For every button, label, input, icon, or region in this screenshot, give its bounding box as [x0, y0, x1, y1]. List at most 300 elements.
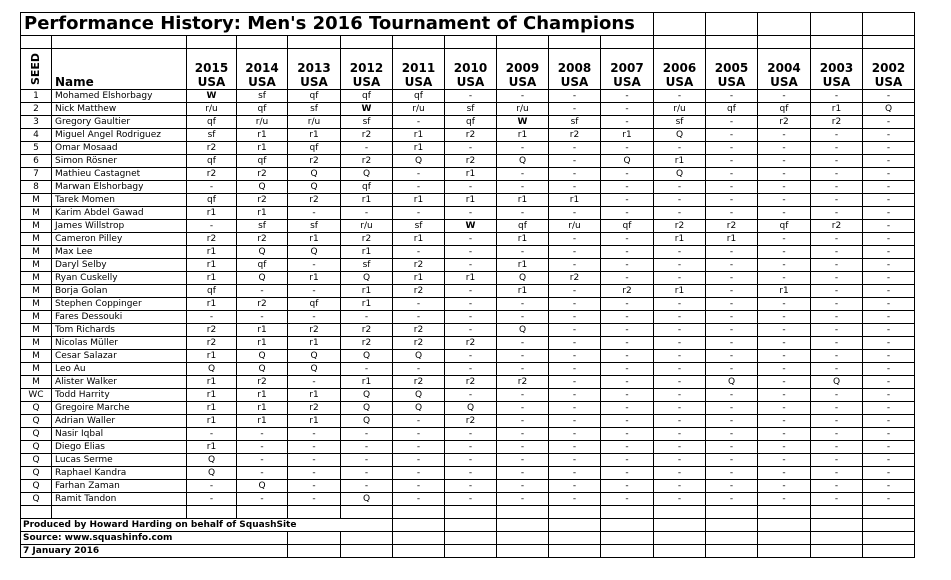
player-name: Marwan Elshorbagy — [52, 181, 187, 194]
result-cell: - — [445, 259, 497, 272]
result-cell: - — [393, 311, 445, 324]
result-cell: r1 — [237, 337, 288, 350]
year-label: 2015 — [194, 61, 229, 75]
result-cell: - — [445, 207, 497, 220]
player-name: Stephen Coppinger — [52, 298, 187, 311]
result-cell: sf — [341, 116, 393, 129]
seed-cell: 4 — [21, 129, 52, 142]
result-cell: - — [706, 259, 758, 272]
result-cell: - — [706, 168, 758, 181]
result-cell: - — [706, 480, 758, 493]
seed-header — [21, 49, 52, 90]
empty-cell — [601, 506, 654, 519]
result-cell: sf — [237, 90, 288, 103]
result-cell: - — [549, 90, 601, 103]
result-cell: Q — [341, 272, 393, 285]
empty-cell — [393, 36, 445, 49]
result-cell: r1 — [187, 246, 237, 259]
result-cell: r1 — [237, 415, 288, 428]
result-cell: - — [445, 142, 497, 155]
player-name: Ryan Cuskelly — [52, 272, 187, 285]
result-cell: r2 — [237, 233, 288, 246]
result-cell: - — [288, 376, 341, 389]
result-cell: Q — [341, 168, 393, 181]
result-cell: r2 — [393, 324, 445, 337]
result-cell: - — [549, 454, 601, 467]
result-cell: Q — [497, 324, 549, 337]
result-cell: - — [863, 467, 915, 480]
result-cell: r1 — [187, 259, 237, 272]
result-cell: r/u — [341, 220, 393, 233]
result-cell: - — [601, 298, 654, 311]
result-cell: r2 — [288, 155, 341, 168]
produced-by-note: Produced by Howard Harding on behalf of SquashSite — [21, 519, 393, 532]
result-cell: - — [601, 376, 654, 389]
year-label: 2005 — [714, 61, 749, 75]
result-cell: - — [758, 272, 811, 285]
empty-cell — [601, 519, 654, 532]
spacer-row — [21, 36, 915, 49]
player-name: Miguel Angel Rodriguez — [52, 129, 187, 142]
result-cell: - — [601, 311, 654, 324]
table-row — [21, 246, 915, 259]
result-cell: - — [758, 90, 811, 103]
empty-cell — [654, 519, 706, 532]
year-label: 2014 — [245, 61, 279, 75]
result-cell: - — [758, 376, 811, 389]
empty-cell — [549, 532, 601, 545]
result-cell: - — [758, 324, 811, 337]
empty-cell — [52, 36, 187, 49]
country-label: USA — [717, 75, 746, 89]
result-cell: - — [288, 207, 341, 220]
result-cell: - — [863, 181, 915, 194]
result-cell: - — [654, 402, 706, 415]
result-cell: - — [811, 480, 863, 493]
result-cell: - — [654, 363, 706, 376]
result-cell: - — [237, 285, 288, 298]
empty-cell — [187, 506, 237, 519]
result-cell: - — [445, 350, 497, 363]
result-cell: - — [706, 428, 758, 441]
year-label: 2012 — [349, 61, 384, 75]
result-cell: - — [863, 298, 915, 311]
result-cell: r1 — [811, 103, 863, 116]
result-cell: qf — [237, 103, 288, 116]
result-cell: - — [758, 467, 811, 480]
result-cell: - — [654, 259, 706, 272]
result-cell: - — [341, 142, 393, 155]
result-cell: - — [393, 181, 445, 194]
result-cell: - — [445, 324, 497, 337]
result-cell: - — [549, 285, 601, 298]
country-label: USA — [456, 75, 485, 89]
result-cell: r1 — [497, 259, 549, 272]
result-cell: r2 — [341, 155, 393, 168]
result-cell: - — [237, 467, 288, 480]
result-cell: - — [601, 116, 654, 129]
result-cell: - — [811, 402, 863, 415]
result-cell: - — [497, 363, 549, 376]
result-cell: r1 — [237, 207, 288, 220]
result-cell: - — [549, 363, 601, 376]
result-cell: qf — [393, 90, 445, 103]
result-cell: - — [811, 194, 863, 207]
result-cell: Q — [341, 415, 393, 428]
empty-cell — [811, 13, 863, 36]
result-cell: - — [601, 337, 654, 350]
result-cell: - — [601, 389, 654, 402]
result-cell: qf — [288, 298, 341, 311]
result-cell: - — [706, 389, 758, 402]
result-cell: r1 — [237, 324, 288, 337]
result-cell: - — [654, 389, 706, 402]
result-cell: - — [445, 363, 497, 376]
result-cell: - — [863, 168, 915, 181]
result-cell: - — [549, 246, 601, 259]
result-cell: r2 — [706, 220, 758, 233]
result-cell: - — [863, 363, 915, 376]
result-cell: - — [393, 298, 445, 311]
table-row — [21, 90, 915, 103]
result-cell: r/u — [549, 220, 601, 233]
seed-header-label: SEED — [29, 52, 42, 86]
table-row — [21, 493, 915, 506]
player-name: Fares Dessouki — [52, 311, 187, 324]
result-cell: r2 — [187, 142, 237, 155]
player-name: Gregoire Marche — [52, 402, 187, 415]
player-name: Nicolas Müller — [52, 337, 187, 350]
result-cell: r2 — [187, 337, 237, 350]
result-cell: Q — [237, 480, 288, 493]
result-cell: r1 — [187, 402, 237, 415]
result-cell: r2 — [288, 402, 341, 415]
result-cell: r/u — [187, 103, 237, 116]
result-cell: - — [758, 298, 811, 311]
empty-cell — [445, 545, 497, 558]
result-cell: - — [811, 454, 863, 467]
table-row — [21, 467, 915, 480]
empty-cell — [863, 532, 915, 545]
table-row — [21, 116, 915, 129]
result-cell: - — [497, 246, 549, 259]
result-cell: - — [341, 480, 393, 493]
result-cell: r1 — [187, 389, 237, 402]
empty-cell — [497, 506, 549, 519]
result-cell: r1 — [393, 194, 445, 207]
result-cell: - — [654, 350, 706, 363]
result-cell: sf — [341, 259, 393, 272]
empty-cell — [601, 545, 654, 558]
result-cell: Q — [393, 389, 445, 402]
result-cell: - — [601, 441, 654, 454]
table-row — [21, 415, 915, 428]
seed-cell: Q — [21, 493, 52, 506]
result-cell: qf — [341, 90, 393, 103]
player-name: Mohamed Elshorbagy — [52, 90, 187, 103]
result-cell: - — [706, 285, 758, 298]
player-name: Borja Golan — [52, 285, 187, 298]
result-cell: - — [445, 428, 497, 441]
seed-cell: M — [21, 298, 52, 311]
result-cell: W — [187, 90, 237, 103]
result-cell: - — [341, 207, 393, 220]
result-cell: - — [863, 285, 915, 298]
seed-cell: M — [21, 259, 52, 272]
result-cell: - — [497, 493, 549, 506]
result-cell: - — [811, 90, 863, 103]
empty-cell — [811, 36, 863, 49]
result-cell: r1 — [237, 129, 288, 142]
result-cell: - — [341, 467, 393, 480]
result-cell: - — [863, 324, 915, 337]
result-cell: - — [758, 415, 811, 428]
result-cell: r1 — [393, 272, 445, 285]
result-cell: r1 — [601, 129, 654, 142]
result-cell: Q — [706, 376, 758, 389]
source-note: Source: www.squashinfo.com — [21, 532, 288, 545]
table-row — [21, 155, 915, 168]
table-row — [21, 480, 915, 493]
empty-cell — [863, 519, 915, 532]
result-cell: - — [497, 415, 549, 428]
result-cell: - — [393, 441, 445, 454]
result-cell: - — [497, 454, 549, 467]
result-cell: - — [706, 324, 758, 337]
result-cell: r1 — [393, 233, 445, 246]
result-cell: r2 — [654, 220, 706, 233]
empty-cell — [497, 36, 549, 49]
year-header-2006 — [654, 49, 706, 90]
empty-cell — [706, 532, 758, 545]
year-label: 2011 — [401, 61, 436, 75]
empty-cell — [863, 506, 915, 519]
result-cell: r2 — [497, 376, 549, 389]
result-cell: - — [654, 246, 706, 259]
result-cell: r1 — [445, 272, 497, 285]
result-cell: Q — [288, 350, 341, 363]
table-row — [21, 376, 915, 389]
player-name: Nasir Iqbal — [52, 428, 187, 441]
result-cell: - — [445, 441, 497, 454]
result-cell: r2 — [549, 272, 601, 285]
result-cell: r1 — [237, 402, 288, 415]
seed-cell: 3 — [21, 116, 52, 129]
result-cell: - — [601, 194, 654, 207]
result-cell: - — [863, 350, 915, 363]
country-label: USA — [404, 75, 433, 89]
seed-cell: M — [21, 363, 52, 376]
result-cell: r1 — [497, 285, 549, 298]
year-header-2009 — [497, 49, 549, 90]
result-cell: r2 — [187, 168, 237, 181]
result-cell: r1 — [237, 142, 288, 155]
result-cell: - — [654, 90, 706, 103]
seed-cell: M — [21, 324, 52, 337]
result-cell: qf — [758, 220, 811, 233]
result-cell: - — [341, 428, 393, 441]
result-cell: - — [497, 142, 549, 155]
result-cell: - — [706, 363, 758, 376]
result-cell: Q — [341, 402, 393, 415]
result-cell: - — [237, 428, 288, 441]
result-cell: - — [601, 363, 654, 376]
result-cell: - — [706, 467, 758, 480]
table-row — [21, 441, 915, 454]
result-cell: - — [811, 246, 863, 259]
player-name: Todd Harrity — [52, 389, 187, 402]
player-name: Leo Au — [52, 363, 187, 376]
footer-row — [21, 545, 915, 558]
year-label: 2002 — [871, 61, 906, 75]
result-cell: - — [654, 454, 706, 467]
table-row — [21, 311, 915, 324]
result-cell: - — [706, 350, 758, 363]
player-name: James Willstrop — [52, 220, 187, 233]
empty-cell — [654, 532, 706, 545]
player-name: Cesar Salazar — [52, 350, 187, 363]
empty-cell — [341, 545, 393, 558]
empty-cell — [654, 545, 706, 558]
result-cell: - — [393, 168, 445, 181]
result-cell: - — [706, 90, 758, 103]
result-cell: - — [549, 298, 601, 311]
result-cell: r2 — [811, 116, 863, 129]
result-cell: r1 — [288, 233, 341, 246]
empty-cell — [445, 519, 497, 532]
empty-cell — [393, 506, 445, 519]
year-header-2003 — [811, 49, 863, 90]
result-cell: - — [863, 272, 915, 285]
result-cell: - — [758, 454, 811, 467]
result-cell: Q — [237, 246, 288, 259]
result-cell: - — [393, 493, 445, 506]
result-cell: - — [288, 480, 341, 493]
result-cell: qf — [706, 103, 758, 116]
result-cell: qf — [187, 116, 237, 129]
empty-cell — [706, 13, 758, 36]
result-cell: r2 — [187, 324, 237, 337]
result-cell: r1 — [393, 129, 445, 142]
seed-cell: Q — [21, 428, 52, 441]
year-label: 2010 — [453, 61, 488, 75]
result-cell: - — [549, 233, 601, 246]
country-label: USA — [822, 75, 851, 89]
result-cell: Q — [393, 350, 445, 363]
result-cell: Q — [654, 129, 706, 142]
result-cell: - — [601, 181, 654, 194]
result-cell: - — [288, 454, 341, 467]
result-cell: qf — [341, 181, 393, 194]
empty-cell — [758, 532, 811, 545]
result-cell: - — [445, 285, 497, 298]
result-cell: - — [654, 194, 706, 207]
seed-cell: Q — [21, 467, 52, 480]
result-cell: r1 — [187, 376, 237, 389]
result-cell: - — [187, 480, 237, 493]
result-cell: - — [445, 181, 497, 194]
result-cell: - — [863, 480, 915, 493]
result-cell: - — [758, 428, 811, 441]
result-cell: - — [549, 428, 601, 441]
seed-cell: M — [21, 350, 52, 363]
result-cell: - — [601, 90, 654, 103]
table-row — [21, 194, 915, 207]
year-header-2002 — [863, 49, 915, 90]
result-cell: - — [601, 233, 654, 246]
player-name: Tarek Momen — [52, 194, 187, 207]
result-cell: - — [497, 389, 549, 402]
seed-cell: Q — [21, 441, 52, 454]
result-cell: - — [497, 441, 549, 454]
result-cell: - — [393, 454, 445, 467]
player-name: Max Lee — [52, 246, 187, 259]
result-cell: - — [706, 441, 758, 454]
table-row — [21, 129, 915, 142]
result-cell: r2 — [393, 285, 445, 298]
result-cell: r2 — [237, 376, 288, 389]
empty-cell — [445, 36, 497, 49]
result-cell: - — [811, 181, 863, 194]
year-label: 2006 — [662, 61, 697, 75]
result-cell: - — [601, 428, 654, 441]
result-cell: - — [497, 181, 549, 194]
year-label: 2007 — [610, 61, 644, 75]
player-name: Karim Abdel Gawad — [52, 207, 187, 220]
year-header-2010 — [445, 49, 497, 90]
result-cell: - — [187, 181, 237, 194]
result-cell: sf — [288, 103, 341, 116]
table-row — [21, 324, 915, 337]
result-cell: - — [863, 233, 915, 246]
empty-cell — [654, 13, 706, 36]
result-cell: r1 — [445, 168, 497, 181]
result-cell: - — [863, 90, 915, 103]
result-cell: - — [706, 493, 758, 506]
result-cell: sf — [288, 220, 341, 233]
table-row — [21, 285, 915, 298]
year-header-2011 — [393, 49, 445, 90]
result-cell: - — [601, 415, 654, 428]
result-cell: - — [758, 402, 811, 415]
result-cell: - — [549, 259, 601, 272]
result-cell: r1 — [187, 350, 237, 363]
result-cell: - — [758, 363, 811, 376]
empty-cell — [237, 36, 288, 49]
result-cell: r2 — [445, 337, 497, 350]
result-cell: - — [601, 493, 654, 506]
empty-cell — [758, 519, 811, 532]
result-cell: - — [497, 90, 549, 103]
table-row — [21, 233, 915, 246]
result-cell: r2 — [758, 116, 811, 129]
result-cell: - — [601, 142, 654, 155]
result-cell: - — [863, 389, 915, 402]
result-cell: r2 — [393, 259, 445, 272]
result-cell: - — [863, 428, 915, 441]
result-cell: - — [445, 467, 497, 480]
result-cell: r2 — [237, 298, 288, 311]
empty-cell — [445, 506, 497, 519]
result-cell: r2 — [445, 376, 497, 389]
result-cell: - — [811, 415, 863, 428]
result-cell: - — [601, 324, 654, 337]
result-cell: qf — [187, 194, 237, 207]
result-cell: r1 — [654, 233, 706, 246]
seed-cell: M — [21, 311, 52, 324]
result-cell: - — [811, 142, 863, 155]
result-cell: - — [549, 441, 601, 454]
